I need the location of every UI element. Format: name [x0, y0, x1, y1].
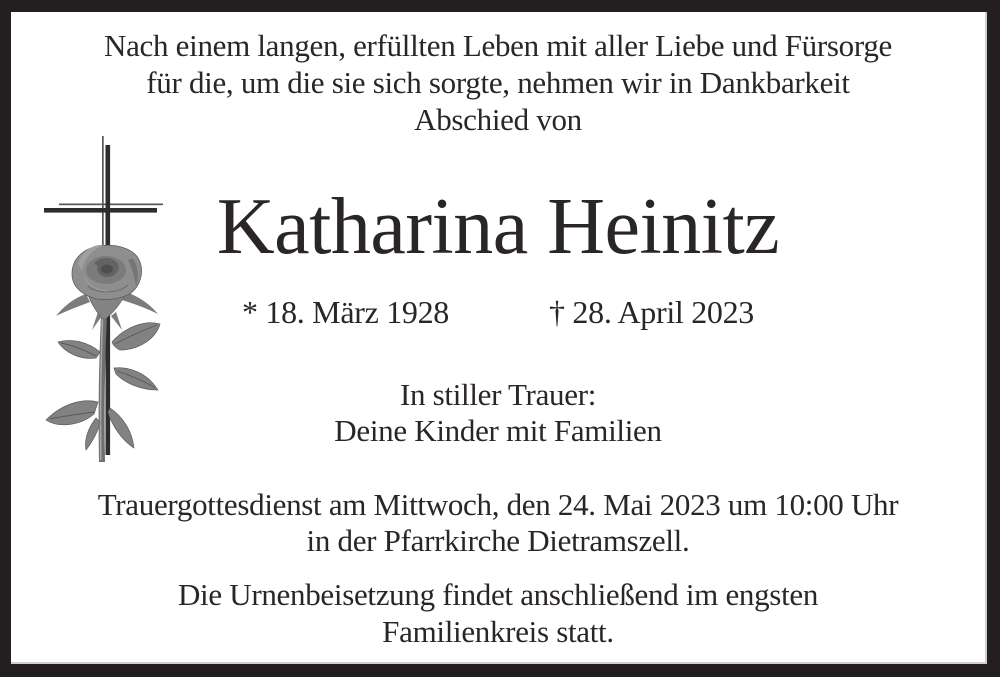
mourning-line-2: Deine Kinder mit Familien: [334, 413, 662, 448]
mourning-text: [11, 377, 985, 449]
burial-line-1: Die Urnenbeisetzung findet anschließend im engsten: [177, 577, 819, 612]
death-date: † 28. April 2023: [549, 294, 754, 330]
opening-line-2: für die, um die sie sich sorgte, nehmen wir in Dankbarkeit: [146, 65, 850, 100]
deceased-name: Katharina Heinitz: [216, 183, 780, 271]
obituary-inner-panel: [11, 12, 987, 664]
mourning-line-1: In stiller Trauer:: [399, 377, 597, 412]
service-line-1: Trauergottesdienst am Mittwoch, den 24. Mai 2023 um 10:00 Uhr: [97, 487, 899, 522]
burial-line-2: Familienkreis statt.: [382, 614, 614, 649]
service-info: [11, 487, 985, 559]
opening-line-1: Nach einem langen, erfüllten Leben mit aller Liebe und Fürsorge: [104, 28, 892, 63]
birth-date: * 18. März 1928: [241, 294, 450, 330]
opening-text: [11, 27, 985, 138]
opening-line-3: Abschied von: [414, 102, 582, 137]
life-dates: [11, 292, 985, 332]
burial-info: [11, 576, 985, 650]
service-line-2: in der Pfarrkirche Dietramszell.: [306, 523, 690, 558]
